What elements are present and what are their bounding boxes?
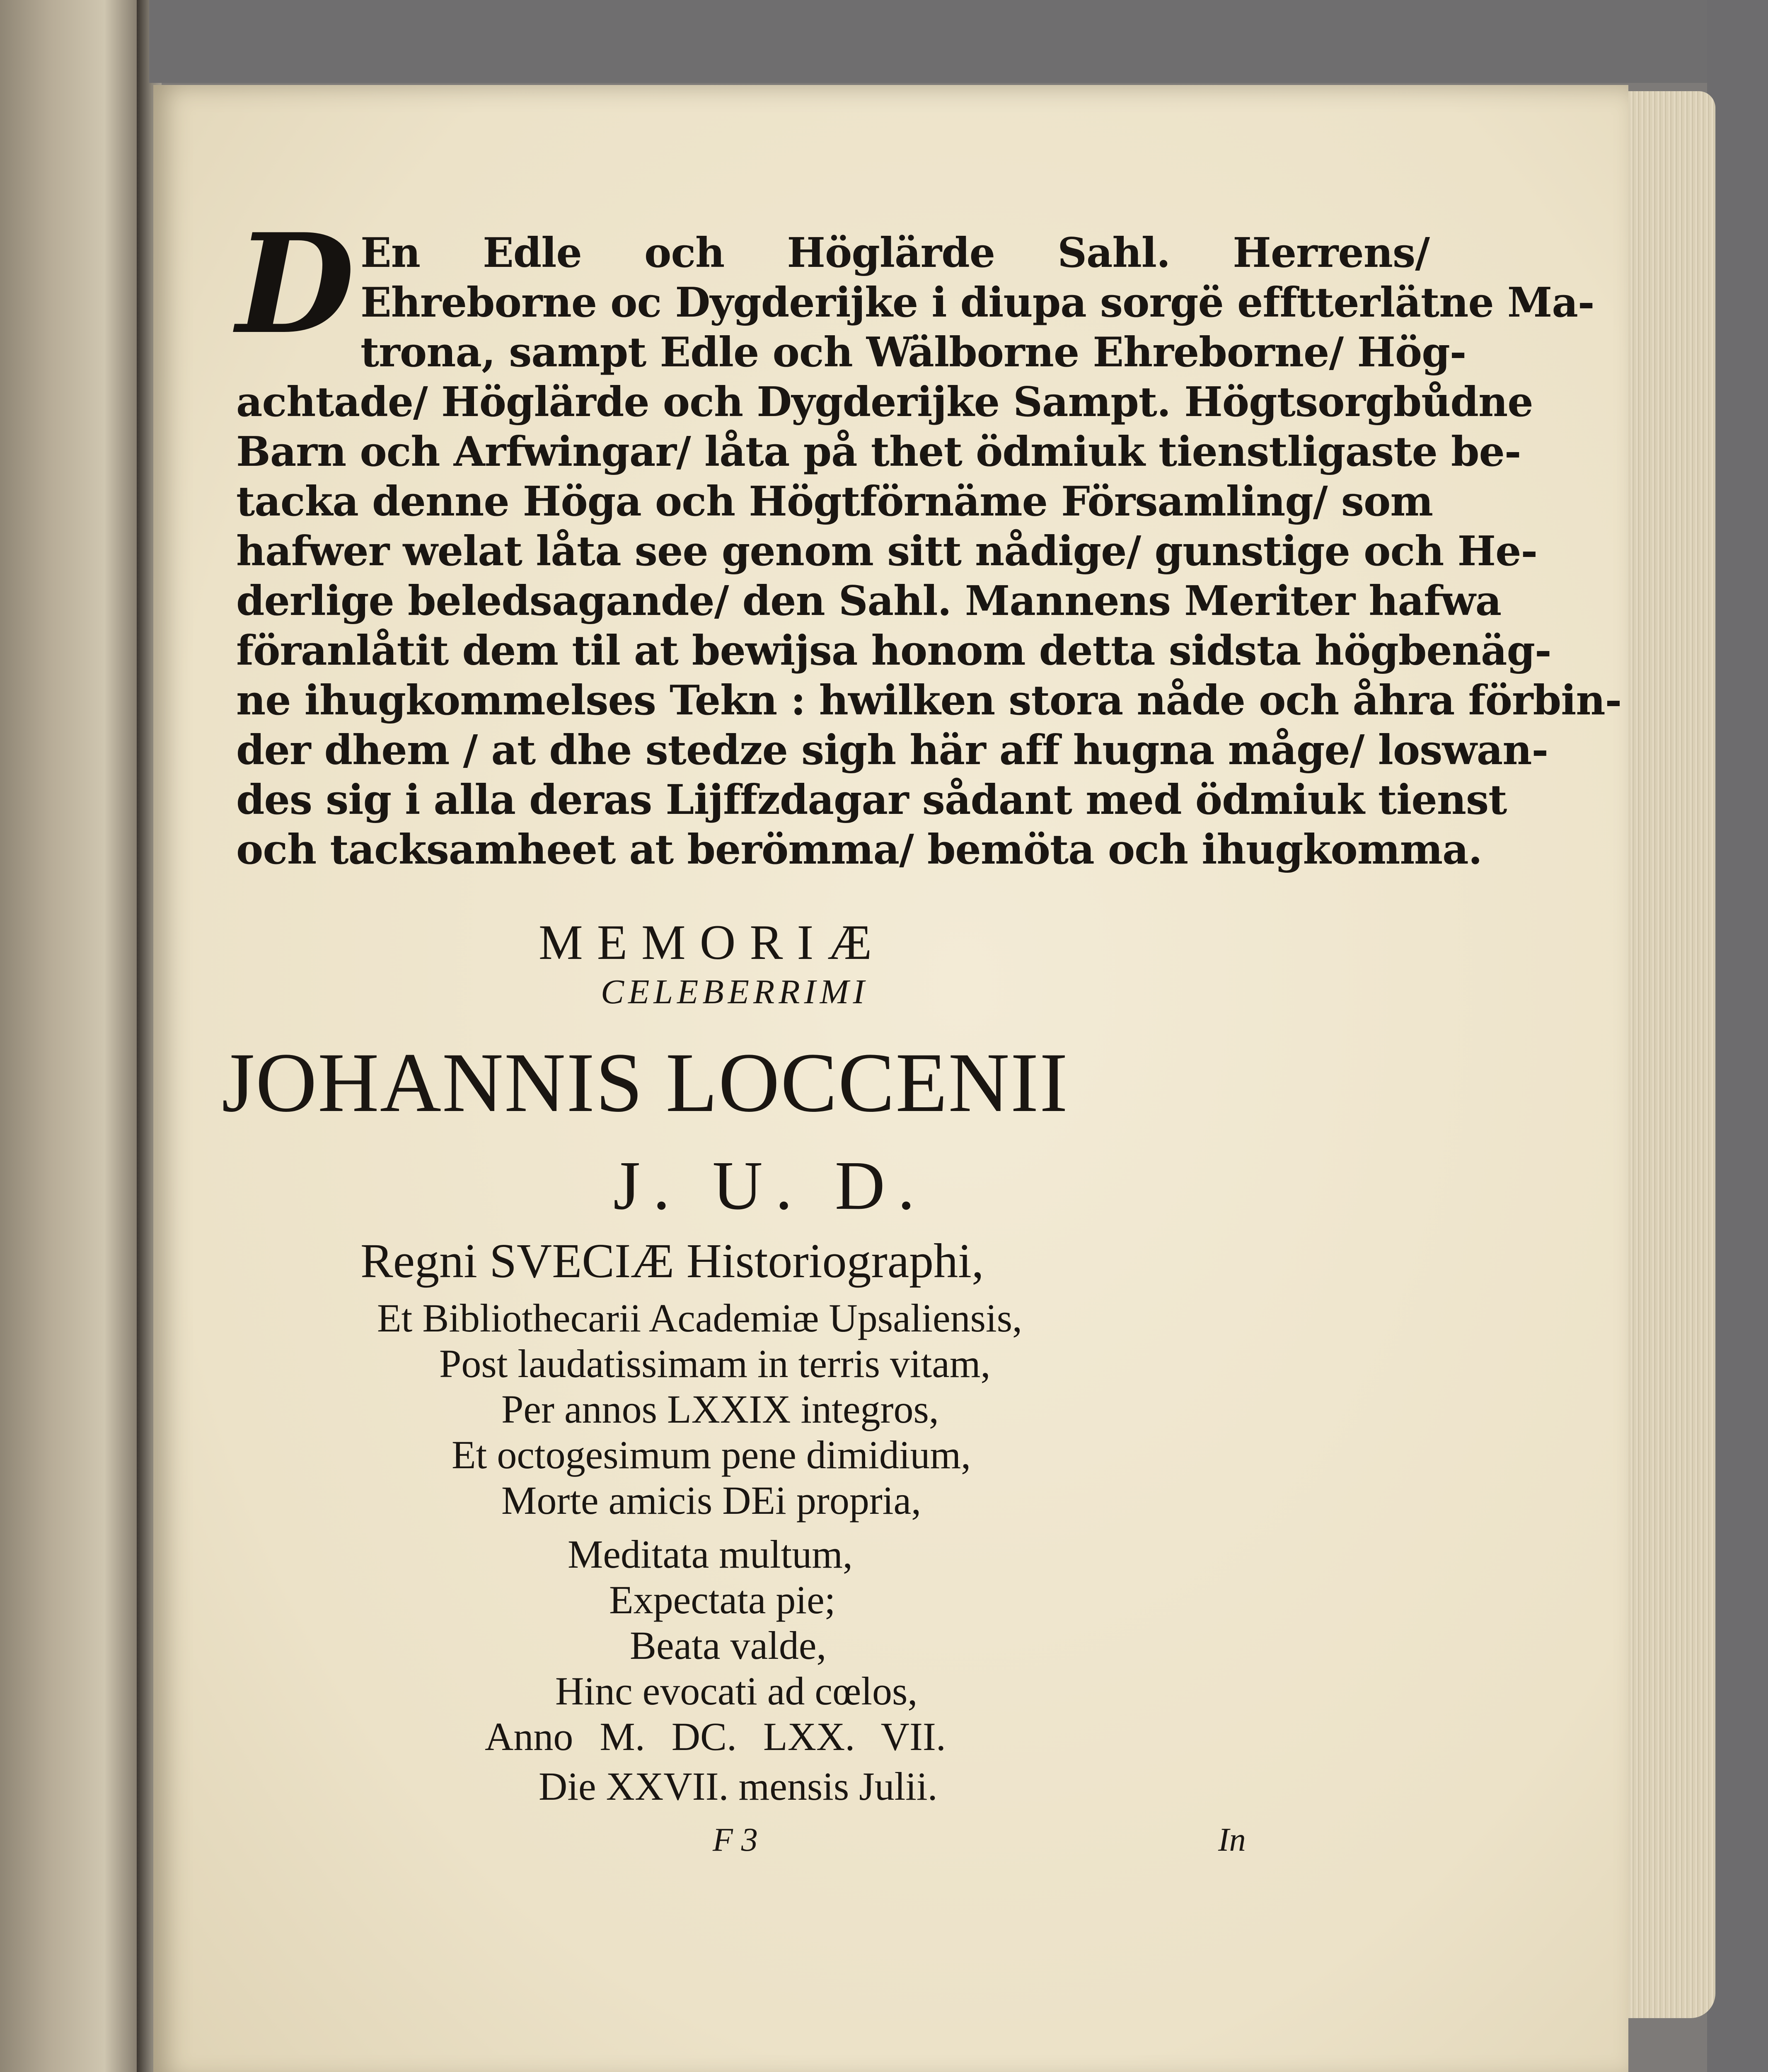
blackletter-line: derlige beledsagande/ den Sahl. Mannens Meriter hafwa [236, 577, 1502, 625]
text-line: Beata valde, [630, 1623, 827, 1668]
text-line: Et octogesimum pene dimidium, [452, 1433, 971, 1477]
background-board-top [149, 0, 1768, 83]
text-line: Meditata multum, [568, 1532, 853, 1576]
page-content [153, 85, 1628, 2072]
blackletter-line: Barn och Arfwingar/ låta på thet ödmiuk tienstligaste be- [236, 428, 1521, 476]
text-line: Regni SVECIÆ Historiographi, [360, 1234, 984, 1288]
text-line: Morte amicis DEi propria, [501, 1478, 921, 1523]
blackletter-line: trona, sampt Edle och Wälborne Ehreborne/ Hög- [360, 329, 1466, 376]
text-line: Et Bibliothecarii Academiæ Upsaliensis, [377, 1296, 1023, 1340]
text-line: Expectata pie; [609, 1578, 836, 1622]
blackletter-line: och tacksamheet at berömma/ bemöta och ihugkomma. [236, 826, 1482, 874]
text-line: Hinc evocati ad cœlos, [555, 1669, 918, 1713]
background-board-right [1707, 0, 1768, 2072]
signature-mark: F 3 [713, 1822, 758, 1858]
drop-cap: D [236, 203, 355, 364]
heading-name: JOHANNIS LOCCENII [222, 1036, 1069, 1130]
facing-page [0, 0, 149, 2072]
book-page [153, 85, 1628, 2072]
text-line: Die XXVII. mensis Julii. [539, 1764, 938, 1808]
blackletter-line: der dhem / at dhe stedze sigh här aff hugna måge/ loswan- [236, 726, 1548, 774]
blackletter-line: hafwer welat låta see genom sitt nådige/ gunstige och He- [236, 528, 1538, 575]
heading-memoriae: MEMORIÆ [539, 915, 886, 970]
blackletter-line: Ehreborne oc Dygderijke i diupa sorgë efftterlätne Ma- [360, 279, 1594, 327]
blackletter-line: En Edle och Höglärde Sahl. Herrens/ [360, 229, 1429, 277]
catchword: In [1218, 1822, 1246, 1858]
text-line: Per annos LXXIX integros, [501, 1387, 939, 1431]
blackletter-line: tacka denne Höga och Högtförnäme Församling/ som [236, 478, 1433, 525]
heading-celeberrimi: CELEBERRIMI [601, 973, 869, 1011]
heading-degree: J. U. D. [613, 1147, 928, 1224]
blackletter-line: des sig i alla deras Lijffzdagar sådant med ödmiuk tienst [236, 776, 1507, 824]
blackletter-line: achtade/ Höglärde och Dygderijke Sampt. Högtsorgbůdne [236, 378, 1533, 426]
blackletter-line: föranlåtit dem til at bewijsa honom detta sidsta högbenäg- [236, 627, 1551, 675]
blackletter-line: ne ihugkommelses Tekn : hwilken stora nåde och åhra förbin- [236, 677, 1622, 724]
text-line: Post laudatissimam in terris vitam, [439, 1341, 991, 1386]
text-line: Anno M. DC. LXX. VII. [485, 1714, 946, 1759]
